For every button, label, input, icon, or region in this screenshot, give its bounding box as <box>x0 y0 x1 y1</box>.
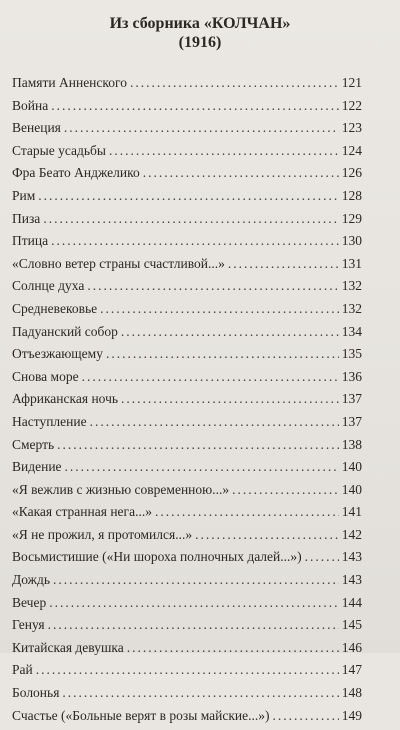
toc-row <box>12 278 362 301</box>
toc-page-number: 144 <box>341 594 362 610</box>
table-of-contents <box>12 75 362 730</box>
toc-title: Отъезжающему <box>12 346 103 362</box>
toc-row <box>12 437 362 460</box>
toc-page-number: 148 <box>341 685 362 701</box>
toc-page-number: 126 <box>341 165 362 181</box>
leader-dots <box>90 414 339 430</box>
toc-title: Генуя <box>12 617 45 633</box>
toc-page-number: 121 <box>341 75 362 90</box>
leader-dots <box>38 188 338 204</box>
toc-page-number: 147 <box>341 662 362 678</box>
toc-page-number: 132 <box>341 300 362 316</box>
toc-title: Рим <box>12 187 36 203</box>
toc-title: Фра Беато Анджелико <box>12 165 140 181</box>
leader-dots <box>64 120 339 136</box>
toc-row <box>12 617 362 640</box>
toc-row <box>12 391 362 414</box>
leader-dots <box>130 75 339 91</box>
toc-page-number: 137 <box>341 391 362 407</box>
collection-title: Из сборника «КОЛЧАН» <box>109 15 291 32</box>
leader-dots <box>48 617 339 633</box>
toc-row <box>12 256 362 279</box>
toc-row <box>12 98 362 121</box>
toc-row <box>12 662 362 685</box>
toc-page-number: 134 <box>341 323 362 339</box>
toc-row <box>12 211 362 234</box>
toc-title: Дождь <box>12 572 50 588</box>
toc-title: Средневековье <box>12 300 98 316</box>
toc-row <box>12 504 362 527</box>
leader-dots <box>49 595 339 611</box>
toc-page-number: 141 <box>341 504 362 520</box>
leader-dots <box>273 708 339 724</box>
toc-page-number: 123 <box>341 120 362 136</box>
toc-row <box>12 572 362 595</box>
toc-page-number: 146 <box>341 639 362 655</box>
section-heading <box>0 0 400 52</box>
toc-title: Рай <box>12 662 33 678</box>
toc-row <box>12 233 362 256</box>
toc-row <box>12 301 362 324</box>
toc-row <box>12 188 362 211</box>
toc-page-number: 142 <box>341 526 362 542</box>
toc-title: «Какая странная нега...» <box>12 504 152 520</box>
leader-dots <box>195 527 339 543</box>
toc-title: Смерть <box>12 436 55 452</box>
toc-row <box>12 527 362 550</box>
leader-dots <box>51 233 339 249</box>
leader-dots <box>82 369 339 385</box>
leader-dots <box>87 278 338 294</box>
toc-page-number: 124 <box>341 142 362 158</box>
toc-page-number: 145 <box>341 617 362 633</box>
toc-title: «Словно ветер страны счастливой...» <box>12 255 225 271</box>
toc-row <box>12 346 362 369</box>
leader-dots <box>100 301 339 317</box>
toc-title: Памяти Анненского <box>12 75 127 90</box>
toc-page-number: 130 <box>341 233 362 249</box>
collection-year: (1916) <box>178 34 222 51</box>
toc-page-number: 149 <box>341 707 362 723</box>
toc-title: Видение <box>12 459 62 475</box>
leader-dots <box>109 143 339 159</box>
toc-page-number: 136 <box>341 368 362 384</box>
toc-row <box>12 324 362 347</box>
toc-page-number: 143 <box>341 572 362 588</box>
toc-title: Падуанский собор <box>12 323 118 339</box>
toc-title: «Я вежлив с жизнью современною...» <box>12 481 230 497</box>
toc-row <box>12 143 362 166</box>
toc-title: Африканская ночь <box>12 391 119 407</box>
toc-page-number: 137 <box>341 413 362 429</box>
toc-row <box>12 708 362 730</box>
toc-row <box>12 549 362 572</box>
leader-dots <box>143 165 339 181</box>
toc-row <box>12 165 362 188</box>
toc-page-number: 131 <box>341 255 362 271</box>
leader-dots <box>53 572 339 588</box>
toc-page-number: 122 <box>341 97 362 113</box>
toc-title: Старые усадьбы <box>12 142 106 158</box>
leader-dots <box>127 640 339 656</box>
toc-title: Война <box>12 97 49 113</box>
toc-page-number: 140 <box>341 459 362 475</box>
toc-row <box>12 482 362 505</box>
toc-title: Снова море <box>12 368 79 384</box>
toc-page-number: 138 <box>341 436 362 452</box>
toc-title: Птица <box>12 233 49 249</box>
toc-title: Вечер <box>12 594 47 610</box>
toc-row <box>12 595 362 618</box>
leader-dots <box>106 346 339 362</box>
leader-dots <box>228 256 339 272</box>
leader-dots <box>65 459 339 475</box>
toc-title: «Я не прожил, я протомился...» <box>12 526 193 542</box>
toc-title: Солнце духа <box>12 278 85 294</box>
toc-title: Счастье («Больные верят в розы майские...») <box>12 707 270 723</box>
toc-page-number: 128 <box>341 187 362 203</box>
leader-dots <box>121 391 339 407</box>
leader-dots <box>232 482 339 498</box>
toc-title: Пиза <box>12 210 41 226</box>
toc-row <box>12 640 362 663</box>
toc-row <box>12 75 362 98</box>
toc-page-number: 140 <box>341 481 362 497</box>
toc-title: Венеция <box>12 120 61 136</box>
toc-page-number: 132 <box>341 278 362 294</box>
toc-row <box>12 459 362 482</box>
toc-row <box>12 120 362 143</box>
toc-title: Китайская девушка <box>12 639 124 655</box>
leader-dots <box>305 549 339 565</box>
toc-row <box>12 685 362 708</box>
leader-dots <box>121 324 339 340</box>
toc-page-number: 135 <box>341 346 362 362</box>
toc-title: Болонья <box>12 685 60 701</box>
toc-title: Восьмистишие («Ни шороха полночных далей...») <box>12 549 302 565</box>
leader-dots <box>57 437 339 453</box>
toc-page-number: 129 <box>341 210 362 226</box>
toc-row <box>12 414 362 437</box>
leader-dots <box>62 685 338 701</box>
toc-page-number: 143 <box>341 549 362 565</box>
toc-row <box>12 369 362 392</box>
leader-dots <box>51 98 339 114</box>
leader-dots <box>155 504 339 520</box>
leader-dots <box>36 662 339 678</box>
toc-title: Наступление <box>12 413 87 429</box>
leader-dots <box>43 211 338 227</box>
